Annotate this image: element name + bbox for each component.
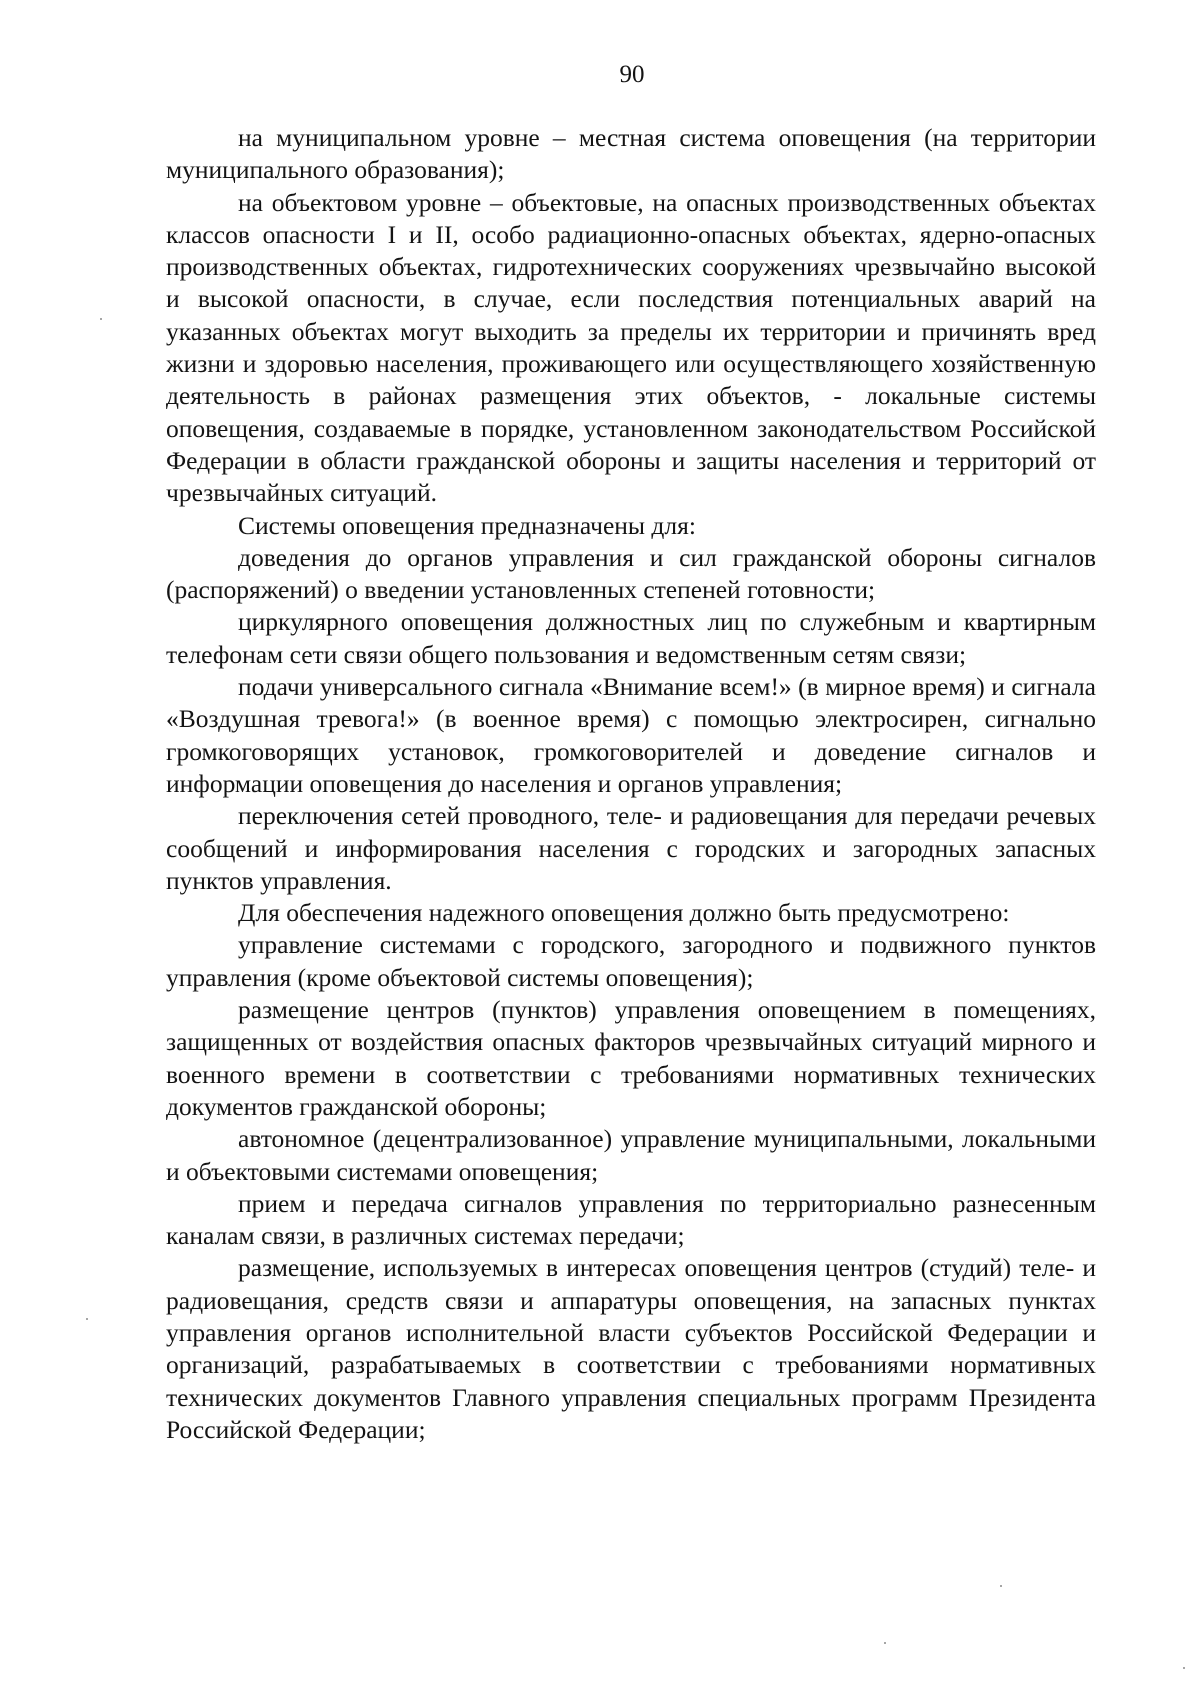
paragraph-universal-signal: подачи универсального сигнала «Внимание всем!» (в мирное время) и сигнала «Воздушная тревога!» (в военное время) с помощью электросирен, сигнально громкоговорящих установок, громкоговорителей и доведение сигналов и информации оповещения до населения и органов управления; (166, 672, 1096, 798)
body-text (166, 122, 1096, 1446)
paragraph-autonomous-control: автономное (децентрализованное) управление муниципальными, локальными и объектовыми системами оповещения; (166, 1124, 1096, 1186)
scan-speck (100, 318, 102, 320)
paragraph-studio-placement: размещение, используемых в интересах оповещения центров (студий) теле- и радиовещания, средств связи и аппаратуры оповещения, на запасных пунктах управления органов исполнительной власти субъектов Российской Федерации и организаций, разрабатываемых в соответствии с требованиями нормативных технических документов Главного управления специальных программ Президента Российской Федерации; (166, 1253, 1096, 1444)
paragraph-broadcast-switching: переключения сетей проводного, теле- и радиовещания для передачи речевых сообщений и информирования населения с городских и загородных запасных пунктов управления. (166, 801, 1096, 895)
scan-speck (1000, 1585, 1002, 1587)
paragraph-control-points: управление системами с городского, загородного и подвижного пунктов управления (кроме объектовой системы оповещения); (166, 930, 1096, 992)
paragraph-signal-transmission: прием и передача сигналов управления по территориально разнесенным каналам связи, в различных системах передачи; (166, 1188, 1096, 1251)
paragraph-protected-premises: размещение центров (пунктов) управления оповещением в помещениях, защищенных от воздействия опасных факторов чрезвычайных ситуаций мирного и военного времени в соответствии с требованиями нормативных технических документов гражданской обороны; (166, 995, 1096, 1121)
scan-speck (884, 1642, 886, 1644)
paragraph-systems-purpose-intro: Системы оповещения предназначены для: (238, 510, 696, 540)
paragraph-circular-notification: циркулярного оповещения должностных лиц по служебным и квартирным телефонам сети связи общего пользования и ведомственным сетям связи; (166, 607, 1096, 669)
scan-speck (86, 1318, 88, 1320)
paragraph-municipal-level: на муниципальном уровне – местная система оповещения (на территории муниципального образования); (166, 123, 1096, 185)
paragraph-object-level: на объектовом уровне – объектовые, на опасных производственных объектах классов опасности I и II, особо радиационно-опасных объектах, ядерно-опасных производственных объектах, гидротехнических сооружениях чрезвычайно высокой и высокой опасности, в случае, если последствия потенциальных аварий на указанных объектах могут выходить за пределы их территории и причинять вред жизни и здоровью населения, проживающего или осуществляющего хозяйственную деятельность в районах размещения этих объектов, - локальные системы оповещения, создаваемые в порядке, установленном законодательством Российской Федерации в области гражданской обороны и защиты населения и территорий от чрезвычайных ситуаций. (166, 187, 1096, 508)
paragraph-readiness-signals: доведения до органов управления и сил гражданской обороны сигналов (распоряжений) о введении установленных степеней готовности; (166, 542, 1096, 605)
paragraph-reliability-intro: Для обеспечения надежного оповещения должно быть предусмотрено: (238, 898, 1010, 928)
page-number: 90 (619, 61, 645, 88)
scan-speck (1183, 1667, 1185, 1669)
